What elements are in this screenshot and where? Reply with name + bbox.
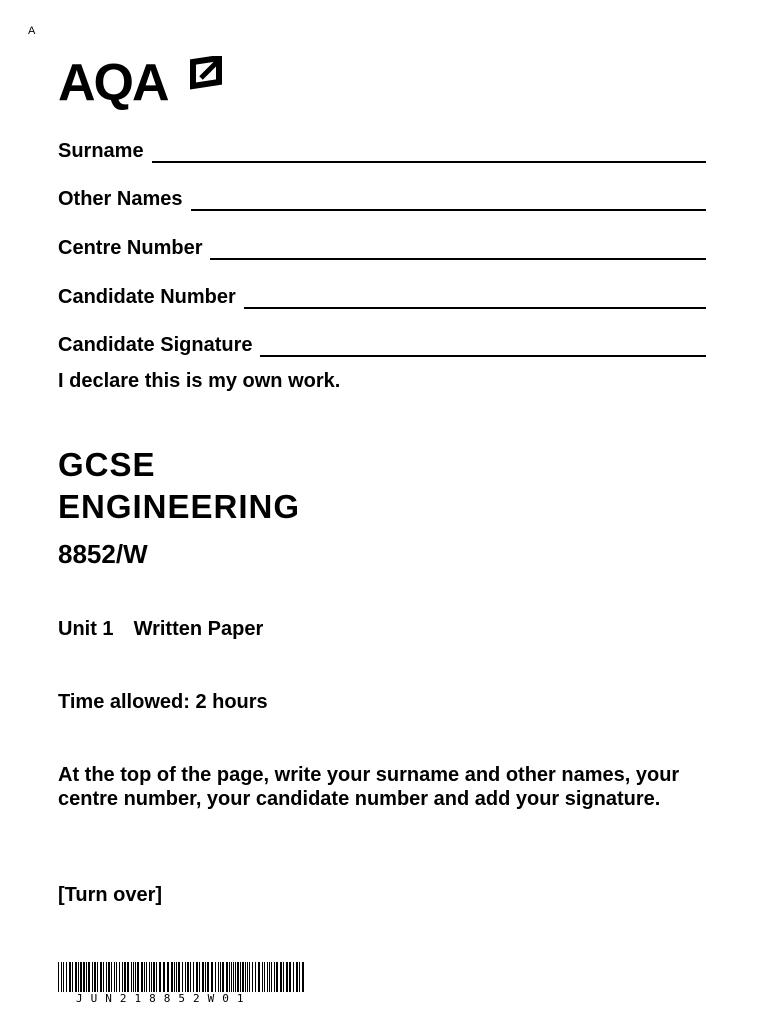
title-line-1: GCSE <box>58 446 156 483</box>
barcode <box>58 962 306 992</box>
candidate-signature-line[interactable] <box>260 335 706 357</box>
logo-text: AQA <box>58 54 168 112</box>
turn-over-text: [Turn over] <box>58 884 163 906</box>
title-line-2: ENGINEERING <box>58 488 301 525</box>
corner-mark: A <box>28 25 36 37</box>
candidate-signature-label: Candidate Signature <box>58 334 253 356</box>
candidate-number-label: Candidate Number <box>58 286 236 308</box>
candidate-signature-field[interactable] <box>58 334 706 357</box>
declaration-text: I declare this is my own work. <box>58 370 341 392</box>
other-names-label: Other Names <box>58 188 183 210</box>
surname-label: Surname <box>58 140 144 162</box>
centre-number-label: Centre Number <box>58 237 203 259</box>
leaf-icon <box>189 56 223 90</box>
other-names-line[interactable] <box>191 189 707 211</box>
unit-number: Unit 1 <box>58 618 114 640</box>
surname-field[interactable] <box>58 140 706 163</box>
surname-line[interactable] <box>152 141 706 163</box>
unit-name: Written Paper <box>133 618 264 640</box>
page-title <box>58 444 300 528</box>
centre-number-line[interactable] <box>210 238 706 260</box>
instructions-text: At the top of the page, write your surname and other names, your centre number, your candidate number and add your signature. <box>58 764 680 810</box>
barcode-text: JUN218852W01 <box>76 992 252 1005</box>
candidate-number-line[interactable] <box>244 287 706 309</box>
paper-code: 8852/W <box>58 539 148 569</box>
centre-number-field[interactable] <box>58 237 706 260</box>
candidate-number-field[interactable] <box>58 286 706 309</box>
time-allowed: Time allowed: 2 hours <box>58 691 268 713</box>
other-names-field[interactable] <box>58 188 706 211</box>
unit-line <box>58 618 263 641</box>
